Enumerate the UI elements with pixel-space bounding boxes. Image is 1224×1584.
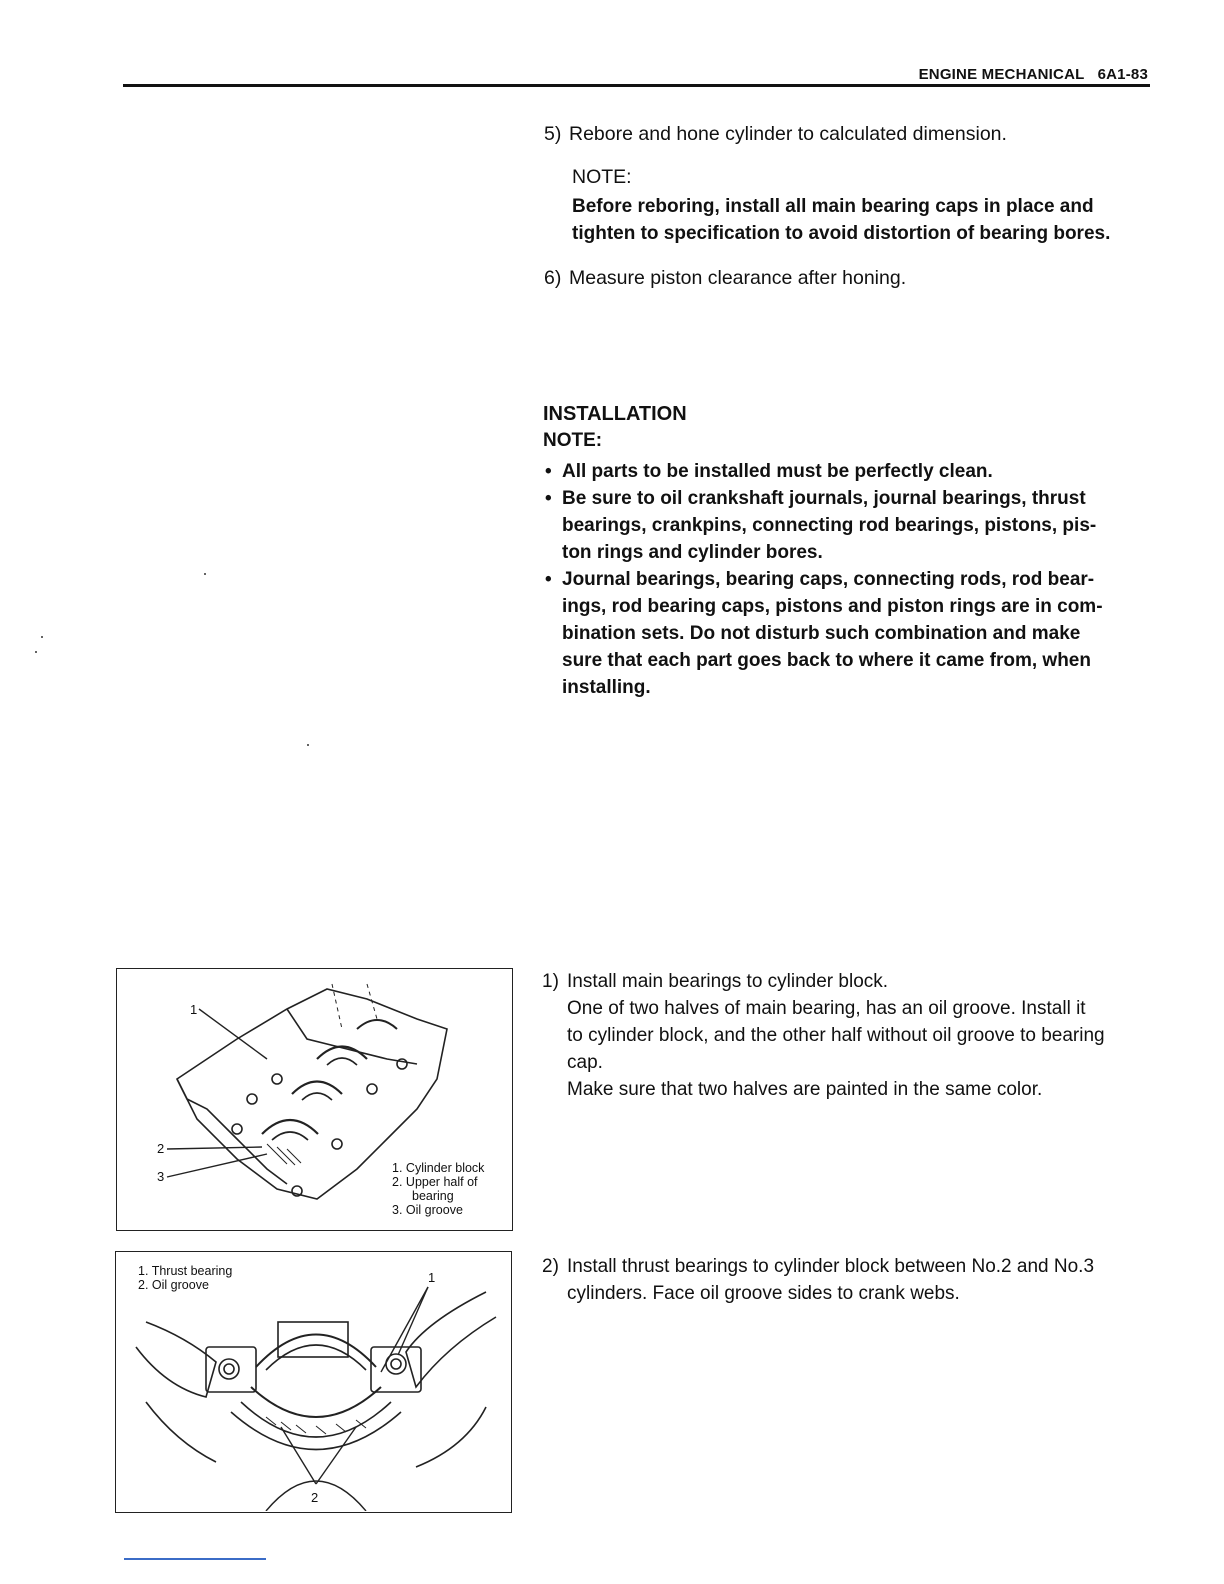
step-1-number: 1) — [542, 971, 559, 992]
scan-speck — [35, 651, 37, 653]
bullet-icon: • — [545, 488, 552, 509]
step-2 — [542, 1253, 1162, 1307]
bullet-item: • All parts to be installed must be perfectly clean. — [545, 458, 1155, 485]
step-5-text: Rebore and hone cylinder to calculated dimension. — [569, 123, 1007, 145]
scan-edge-mark — [124, 1558, 266, 1560]
step-6-text: Measure piston clearance after honing. — [569, 267, 907, 289]
bullet-icon: • — [545, 461, 552, 482]
figure-cylinder-block — [116, 968, 513, 1231]
page-header — [919, 66, 1148, 83]
callout-2: 2 — [311, 1490, 319, 1505]
step-5 — [544, 121, 1164, 148]
note-1-body — [572, 193, 1172, 247]
step-2-number: 2) — [542, 1256, 559, 1277]
step-5-number: 5) — [544, 123, 562, 145]
legend-item: 1. Cylinder block — [392, 1161, 485, 1175]
step-6 — [544, 265, 1164, 292]
note-1-line: tighten to specification to avoid distortion of bearing bores. — [572, 223, 1111, 244]
callout-2: 2 — [157, 1141, 165, 1156]
header-rule — [123, 84, 1150, 87]
scan-speck — [41, 636, 43, 638]
step-6-number: 6) — [544, 267, 562, 289]
legend-item: bearing — [412, 1189, 454, 1203]
header-page-number: 6A1-83 — [1097, 66, 1148, 83]
step-1 — [542, 968, 1162, 1103]
callout-1: 1 — [428, 1270, 436, 1285]
figure-thrust-bearing — [115, 1251, 512, 1513]
installation-note-label: NOTE: — [543, 430, 603, 451]
legend-item: 3. Oil groove — [392, 1203, 463, 1217]
scan-speck — [204, 573, 206, 575]
scan-speck — [307, 744, 309, 746]
figure-2-legend — [138, 1264, 288, 1292]
step-2-text: Install thrust bearings to cylinder block between No.2 and No.3 cylinders. Face oil groove sides to crank webs. — [567, 1256, 1095, 1304]
figure-1-legend — [392, 1161, 510, 1217]
legend-item: 1. Thrust bearing — [138, 1264, 233, 1278]
callout-3: 3 — [157, 1169, 165, 1184]
bullet-item: • Be sure to oil crankshaft journals, journal bearings, thrust bearings, crankpins, connecting rod bearings, pistons, pis- ton rings and cylinder bores. — [545, 485, 1155, 566]
note-1-label: NOTE: — [572, 166, 632, 188]
installation-bullets — [545, 458, 1155, 701]
legend-item: 2. Upper half of — [392, 1175, 478, 1189]
installation-title: INSTALLATION — [543, 403, 687, 425]
header-section: ENGINE MECHANICAL — [918, 66, 1085, 83]
callout-1: 1 — [190, 1002, 198, 1017]
note-1-line: Before reboring, install all main bearing caps in place and — [572, 196, 1094, 217]
legend-item: 2. Oil groove — [138, 1278, 209, 1292]
step-1-text: Install main bearings to cylinder block. One of two halves of main bearing, has an oil groove. Install it to cylinder block, and the other half without oil groove to bearing cap. Make sure that two halves are painted in the same color. — [567, 971, 1105, 1100]
bullet-item: • Journal bearings, bearing caps, connecting rods, rod bear- ings, rod bearing caps, pistons and piston rings are in com- bination sets. Do not disturb such combination and make sure that each part goes back to where it came from, when installing. — [545, 566, 1155, 701]
bullet-icon: • — [545, 569, 552, 590]
